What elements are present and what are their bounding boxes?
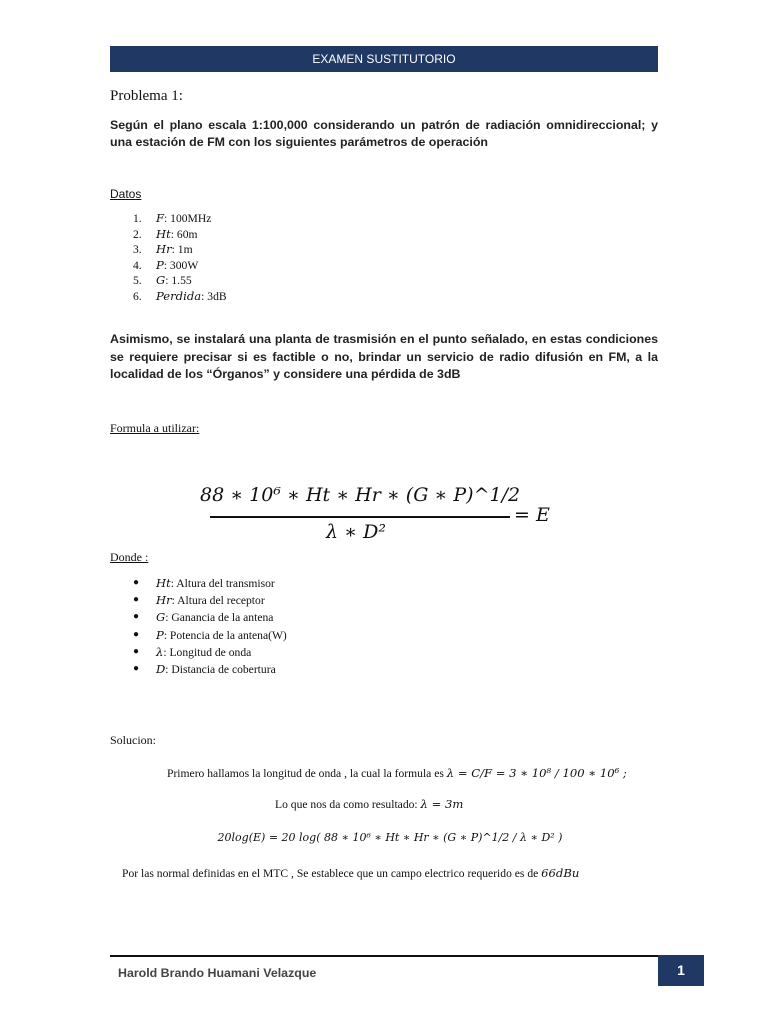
datos-value: : 300W: [163, 258, 199, 272]
datos-value: : 3dB: [201, 289, 227, 303]
wavelength-result: λ = 3m: [420, 797, 464, 811]
intro-paragraph: Según el plano escala 1:100,000 considerando un patrón de radiación omnidireccional; y una estación de FM con los siguientes parámetros de operación: [110, 118, 658, 149]
solution-line-2: Lo que nos da como resultado: λ = 3m: [275, 797, 464, 811]
header-banner: EXAMEN SUSTITUTORIO: [110, 46, 658, 72]
donde-item: ● P: Potencia de la antena(W): [133, 627, 287, 642]
datos-item: 2. Ht: 60m: [133, 226, 198, 241]
datos-item: 5. G: 1.55: [133, 273, 192, 287]
required-field-value: 66dBu: [541, 866, 580, 880]
datos-value: : 100MHz: [164, 212, 212, 225]
donde-item: ● λ: Longitud de onda: [133, 644, 252, 659]
footer-rule: [110, 955, 658, 957]
datos-item: 1. F: 100MHz: [133, 211, 212, 225]
formula-label: Formula a utilizar:: [110, 421, 200, 435]
main-formula: [200, 474, 600, 546]
datos-symbol: Perdida: [156, 288, 202, 303]
datos-symbol: P: [156, 257, 164, 272]
formula-numerator: 88 ∗ 10⁶ ∗ Ht ∗ Hr ∗ (G ∗ P)^1/2: [200, 484, 521, 506]
donde-item: ● G: Ganancia de la antena: [133, 610, 274, 625]
solution-line-4: Por las normal definidas en el MTC , Se establece que un campo electrico requerido es de 66dBu: [122, 866, 580, 880]
datos-symbol: F: [156, 211, 165, 225]
datos-item: 6. Perdida: 3dB: [133, 288, 227, 303]
datos-symbol: Ht: [156, 226, 171, 241]
formula-rhs: = E: [514, 504, 550, 526]
donde-list: [133, 575, 287, 678]
datos-symbol: Hr: [156, 242, 172, 256]
wavelength-formula: λ = C/F = 3 ∗ 10⁸ / 100 ∗ 10⁶ ;: [446, 766, 627, 780]
datos-label: Datos: [110, 187, 142, 201]
page-number: 1: [658, 955, 704, 986]
datos-item: 4. P: 300W: [133, 257, 199, 272]
donde-item: ● Ht: Altura del transmisor: [133, 576, 275, 590]
datos-item: 3. Hr: 1m: [133, 242, 193, 256]
donde-label: Donde :: [110, 550, 149, 564]
datos-list: [133, 211, 227, 304]
problem-title: Problema 1:: [110, 88, 183, 104]
fraction-bar: [210, 516, 510, 518]
description-paragraph: Asimismo, se instalará una planta de trasmisión en el punto señalado, en estas condiciones se requiere precisar si es factible o no, brindar un servicio de radio difusión en FM, a la localidad de los “Órganos” y considere una pérdida de 3dB: [110, 332, 658, 381]
datos-value: : 60m: [170, 227, 198, 241]
footer-author: Harold Brando Huamani Velazque: [118, 966, 317, 980]
datos-value: : 1m: [171, 243, 193, 256]
donde-item: ● Hr: Altura del receptor: [133, 593, 265, 608]
log-formula: 20log(E) = 20 log( 88 ∗ 10⁶ ∗ Ht ∗ Hr ∗ (G ∗ P)^1/2 / λ ∗ D² ): [217, 831, 563, 844]
formula-denominator: λ ∗ D²: [326, 521, 386, 543]
datos-symbol: G: [156, 273, 166, 287]
solution-line-1: Primero hallamos la longitud de onda , la cual la formula es λ = C/F = 3 ∗ 10⁸ / 100 ∗ 10⁶ ;: [167, 766, 627, 780]
datos-value: : 1.55: [165, 274, 192, 287]
donde-item: ● D: Distancia de cobertura: [133, 662, 276, 677]
solucion-label: Solucion:: [110, 733, 157, 747]
